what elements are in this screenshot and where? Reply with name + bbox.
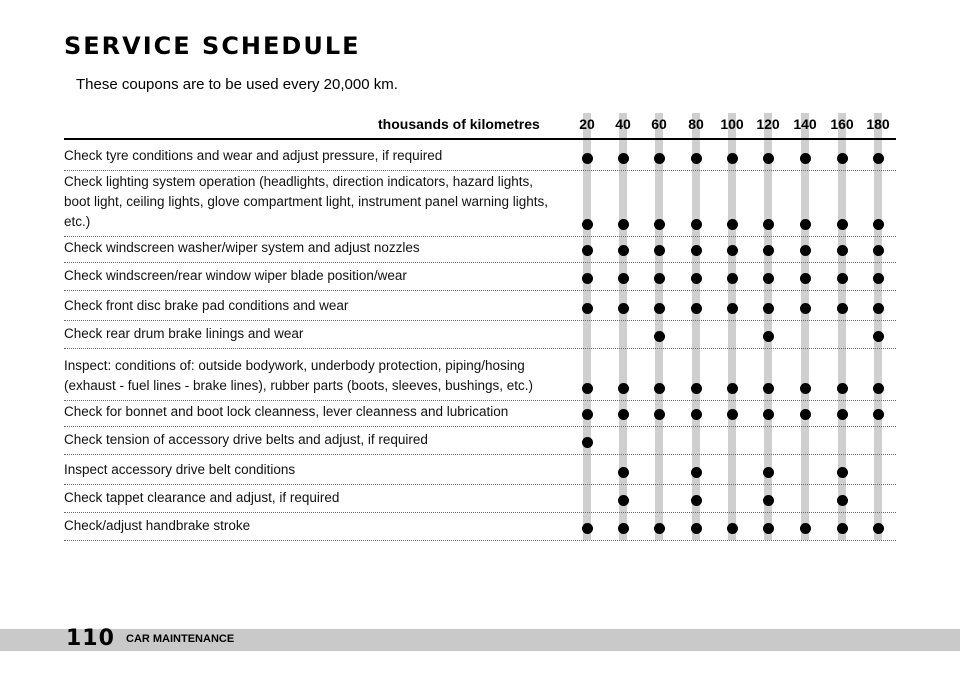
service-mark-dot (654, 273, 665, 284)
service-mark-dot (727, 273, 738, 284)
service-mark-dot (582, 303, 593, 314)
service-mark-dot (873, 245, 884, 256)
service-mark-dot (727, 303, 738, 314)
service-mark-dot (837, 219, 848, 230)
interval-header-60: 60 (651, 116, 667, 132)
service-mark-dot (654, 331, 665, 342)
service-mark-dot (800, 303, 811, 314)
service-mark-dot (763, 303, 774, 314)
service-mark-dot (837, 153, 848, 164)
service-mark-dot (873, 523, 884, 534)
service-mark-dot (618, 303, 629, 314)
service-mark-dot (582, 245, 593, 256)
interval-header-100: 100 (720, 116, 744, 132)
row-description: Check tyre conditions and wear and adjust pressure, if required (64, 148, 443, 163)
service-mark-dot (763, 331, 774, 342)
service-mark-dot (654, 219, 665, 230)
service-mark-dot (654, 153, 665, 164)
row-description: Check lighting system operation (headlights, direction indicators, hazard lights, boot light, ceiling lights, glove compartment light, instrument panel warning lights, etc.) (64, 174, 549, 229)
service-mark-dot (837, 245, 848, 256)
service-mark-dot (837, 303, 848, 314)
row-description: Check for bonnet and boot lock cleanness, lever cleanness and lubrication (64, 404, 509, 419)
service-mark-dot (800, 523, 811, 534)
row-description: Inspect accessory drive belt conditions (64, 462, 296, 477)
service-mark-dot (618, 219, 629, 230)
interval-header-label: thousands of kilometres (378, 116, 540, 132)
service-mark-dot (691, 409, 702, 420)
service-mark-dot (691, 273, 702, 284)
service-mark-dot (727, 523, 738, 534)
service-mark-dot (873, 383, 884, 394)
service-mark-dot (691, 153, 702, 164)
service-mark-dot (873, 219, 884, 230)
service-mark-dot (618, 245, 629, 256)
service-mark-dot (727, 383, 738, 394)
section-name: CAR MAINTENANCE (126, 633, 235, 645)
service-mark-dot (654, 383, 665, 394)
row-description: Check tension of accessory drive belts and adjust, if required (64, 432, 428, 447)
service-mark-dot (837, 495, 848, 506)
service-mark-dot (837, 523, 848, 534)
service-mark-dot (800, 383, 811, 394)
row-description: Check windscreen washer/wiper system and adjust nozzles (64, 240, 420, 255)
service-mark-dot (618, 495, 629, 506)
interval-header-40: 40 (615, 116, 631, 132)
service-mark-dot (654, 245, 665, 256)
service-mark-dot (691, 219, 702, 230)
interval-header-140: 140 (793, 116, 817, 132)
row-description: Check/adjust handbrake stroke (64, 518, 251, 533)
service-mark-dot (800, 219, 811, 230)
service-mark-dot (873, 303, 884, 314)
page-number: 110 (66, 626, 115, 651)
page-title: SERVICE SCHEDULE (64, 32, 361, 60)
service-mark-dot (800, 153, 811, 164)
service-mark-dot (691, 523, 702, 534)
service-mark-dot (800, 245, 811, 256)
service-mark-dot (691, 495, 702, 506)
row-description: Check rear drum brake linings and wear (64, 326, 304, 341)
service-mark-dot (763, 523, 774, 534)
service-mark-dot (582, 523, 593, 534)
service-mark-dot (691, 245, 702, 256)
service-mark-dot (654, 523, 665, 534)
service-mark-dot (837, 273, 848, 284)
service-mark-dot (618, 467, 629, 478)
service-mark-dot (582, 153, 593, 164)
service-mark-dot (618, 273, 629, 284)
page-subtitle: These coupons are to be used every 20,000 km. (76, 76, 398, 93)
interval-header-80: 80 (688, 116, 704, 132)
service-mark-dot (691, 467, 702, 478)
service-mark-dot (582, 383, 593, 394)
interval-header-160: 160 (830, 116, 854, 132)
service-mark-dot (873, 409, 884, 420)
service-mark-dot (654, 409, 665, 420)
service-mark-dot (763, 495, 774, 506)
service-mark-dot (763, 219, 774, 230)
interval-header-180: 180 (866, 116, 890, 132)
service-mark-dot (800, 409, 811, 420)
service-mark-dot (691, 303, 702, 314)
service-mark-dot (618, 153, 629, 164)
row-description: Check tappet clearance and adjust, if required (64, 490, 340, 505)
row-description: Inspect: conditions of: outside bodywork, underbody protection, piping/hosing (exhaust - fuel lines - brake lines), rubber parts (boots, sleeves, bushings, etc.) (64, 358, 533, 393)
service-mark-dot (837, 383, 848, 394)
service-mark-dot (837, 409, 848, 420)
service-mark-dot (691, 383, 702, 394)
service-mark-dot (763, 383, 774, 394)
row-description: Check front disc brake pad conditions and wear (64, 298, 349, 313)
interval-header-120: 120 (756, 116, 780, 132)
service-mark-dot (618, 409, 629, 420)
service-mark-dot (800, 273, 811, 284)
service-mark-dot (618, 523, 629, 534)
service-mark-dot (582, 219, 593, 230)
service-mark-dot (763, 245, 774, 256)
service-mark-dot (582, 409, 593, 420)
service-mark-dot (873, 273, 884, 284)
service-mark-dot (763, 273, 774, 284)
interval-header-20: 20 (579, 116, 595, 132)
service-mark-dot (763, 467, 774, 478)
service-mark-dot (727, 409, 738, 420)
service-mark-dot (873, 331, 884, 342)
service-mark-dot (763, 153, 774, 164)
service-mark-dot (654, 303, 665, 314)
service-mark-dot (618, 383, 629, 394)
service-mark-dot (727, 219, 738, 230)
row-description: Check windscreen/rear window wiper blade position/wear (64, 268, 407, 283)
service-mark-dot (837, 467, 848, 478)
service-mark-dot (582, 273, 593, 284)
service-mark-dot (727, 245, 738, 256)
table-row (64, 426, 896, 455)
service-mark-dot (727, 153, 738, 164)
service-mark-dot (873, 153, 884, 164)
service-mark-dot (582, 437, 593, 448)
service-mark-dot (763, 409, 774, 420)
